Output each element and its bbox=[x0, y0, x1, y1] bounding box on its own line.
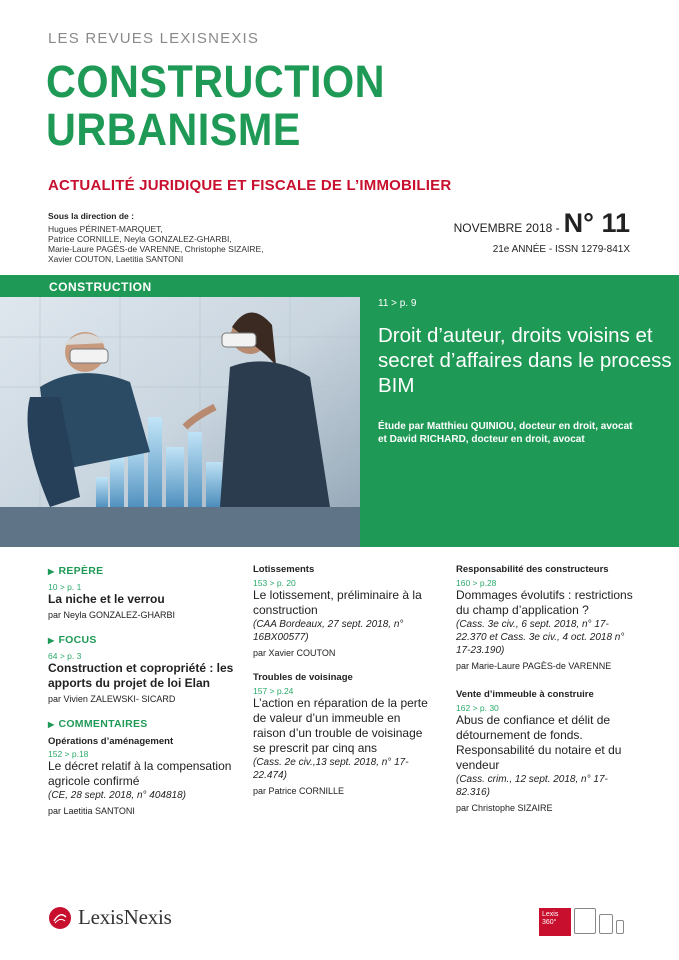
direction-label: Sous la direction de : bbox=[48, 211, 134, 221]
direction-name-2: Patrice CORNILLE, Neyla GONZALEZ-GHARBI, bbox=[48, 234, 232, 244]
vente-cite: (Cass. crim., 12 sept. 2018, n° 17-82.316) bbox=[456, 774, 608, 798]
direction-name-4: Xavier COUTON, Laetitia SANTONI bbox=[48, 254, 184, 264]
devices-icon bbox=[574, 908, 624, 934]
voisinage-author: par Patrice CORNILLE bbox=[253, 786, 345, 796]
journal-title bbox=[46, 58, 385, 154]
repere-ref: 10 > p. 1 bbox=[48, 582, 82, 592]
feature-ref: 11 > p. 9 bbox=[378, 298, 417, 309]
journal-title-line2: URBANISME bbox=[46, 104, 301, 155]
responsabilite-title[interactable]: Dommages évolutifs : restrictions du champ d’application ? bbox=[456, 588, 633, 617]
commentaires-ref: 152 > p.18 bbox=[48, 749, 89, 759]
feature-byline-1: Étude par Matthieu QUINIOU, docteur en droit, avocat bbox=[378, 421, 633, 432]
lotissements-author: par Xavier COUTON bbox=[253, 648, 336, 658]
series-name: LES REVUES LEXISNEXIS bbox=[48, 30, 260, 47]
issue-year: 21e ANNÉE - ISSN 1279-841X bbox=[492, 244, 630, 255]
column-1 bbox=[48, 565, 248, 816]
vente-ref: 162 > p. 30 bbox=[456, 703, 499, 713]
badge-line-2: 360° bbox=[542, 919, 557, 926]
section-commentaires: ▶ COMMENTAIRES bbox=[48, 718, 248, 730]
section-repere: ▶ REPÈRE bbox=[48, 565, 248, 577]
monitor-icon bbox=[574, 908, 596, 934]
lotissements-ref: 153 > p. 20 bbox=[253, 578, 296, 588]
repere-title[interactable]: La niche et le verrou bbox=[48, 592, 165, 606]
section-focus: ▶ FOCUS bbox=[48, 634, 248, 646]
issue-date: NOVEMBRE 2018 - bbox=[453, 221, 560, 235]
voisinage-rubric: Troubles de voisinage bbox=[253, 672, 353, 683]
focus-author: par Vivien ZALEWSKI- SICARD bbox=[48, 694, 176, 704]
vente-title[interactable]: Abus de confiance et délit de détournement de fonds. Responsabilité du notaire et du vendeur bbox=[456, 713, 622, 772]
column-3 bbox=[456, 564, 636, 813]
feature-byline bbox=[378, 420, 678, 446]
repere-author: par Neyla GONZALEZ-GHARBI bbox=[48, 610, 176, 620]
lotissements-rubric: Lotissements bbox=[253, 564, 315, 575]
commentaires-author: par Laetitia SANTONI bbox=[48, 806, 135, 816]
focus-ref: 64 > p. 3 bbox=[48, 651, 82, 661]
journal-subtitle: ACTUALITÉ JURIDIQUE ET FISCALE DE L’IMMOBILIER bbox=[48, 177, 452, 194]
category-label: CONSTRUCTION bbox=[49, 280, 152, 294]
phone-icon bbox=[616, 920, 624, 934]
direction-name-1: Hugues PÉRINET-MARQUET, bbox=[48, 224, 163, 234]
lotissements-cite: (CAA Bordeaux, 27 sept. 2018, n° 16BX00577) bbox=[253, 619, 404, 643]
feature-byline-2: et David RICHARD, docteur en droit, avocat bbox=[378, 434, 585, 445]
voisinage-cite: (Cass. 2e civ.,13 sept. 2018, n° 17-22.474) bbox=[253, 757, 409, 781]
tablet-icon bbox=[599, 914, 613, 934]
publisher-name: LexisNexis bbox=[78, 905, 172, 929]
vente-author: par Christophe SIZAIRE bbox=[456, 803, 553, 813]
lexis360-badge bbox=[539, 908, 571, 936]
lotissements-title[interactable]: Le lotissement, préliminaire à la construction bbox=[253, 588, 422, 617]
badge-line-1: Lexis bbox=[542, 911, 559, 918]
voisinage-ref: 157 > p.24 bbox=[253, 686, 294, 696]
issue-number: N° 11 bbox=[563, 208, 630, 238]
feature-title[interactable]: Droit d’auteur, droits voisins et secret d’affaires dans le process BIM bbox=[378, 324, 672, 397]
commentaires-cite: (CE, 28 sept. 2018, n° 404818) bbox=[48, 790, 186, 801]
issue-info bbox=[454, 208, 630, 239]
focus-title[interactable]: Construction et copropriété : les apports du projet de loi Elan bbox=[48, 661, 234, 690]
vente-rubric: Vente d’immeuble à construire bbox=[456, 689, 594, 700]
responsabilite-cite: (Cass. 3e civ., 6 sept. 2018, n° 17-22.370 et Cass. 3e civ., 4 oct. 2018 n° 17-23.190) bbox=[456, 619, 625, 656]
responsabilite-author: par Marie-Laure PAGÈS-de VARENNE bbox=[456, 661, 612, 671]
journal-title-line1: CONSTRUCTION bbox=[46, 56, 386, 107]
responsabilite-rubric: Responsabilité des constructeurs bbox=[456, 564, 609, 575]
responsabilite-ref: 160 > p.28 bbox=[456, 578, 497, 588]
lexisnexis-emblem-icon bbox=[48, 906, 72, 930]
lexisnexis-logo bbox=[48, 905, 172, 930]
cover-photo-illustration bbox=[0, 297, 360, 547]
commentaires-rubric: Opérations d’aménagement bbox=[48, 736, 174, 747]
commentaires-title[interactable]: Le décret relatif à la compensation agricole confirmé bbox=[48, 759, 232, 788]
cover-photo bbox=[0, 297, 360, 547]
editorial-direction bbox=[48, 211, 264, 264]
direction-name-3: Marie-Laure PAGÈS-de VARENNE, Christophe SIZAIRE, bbox=[48, 244, 264, 254]
column-2 bbox=[253, 564, 433, 796]
voisinage-title[interactable]: L’action en réparation de la perte de valeur d’un immeuble en raison d’un trouble de voisinage se prescrit par cinq ans bbox=[253, 696, 428, 755]
